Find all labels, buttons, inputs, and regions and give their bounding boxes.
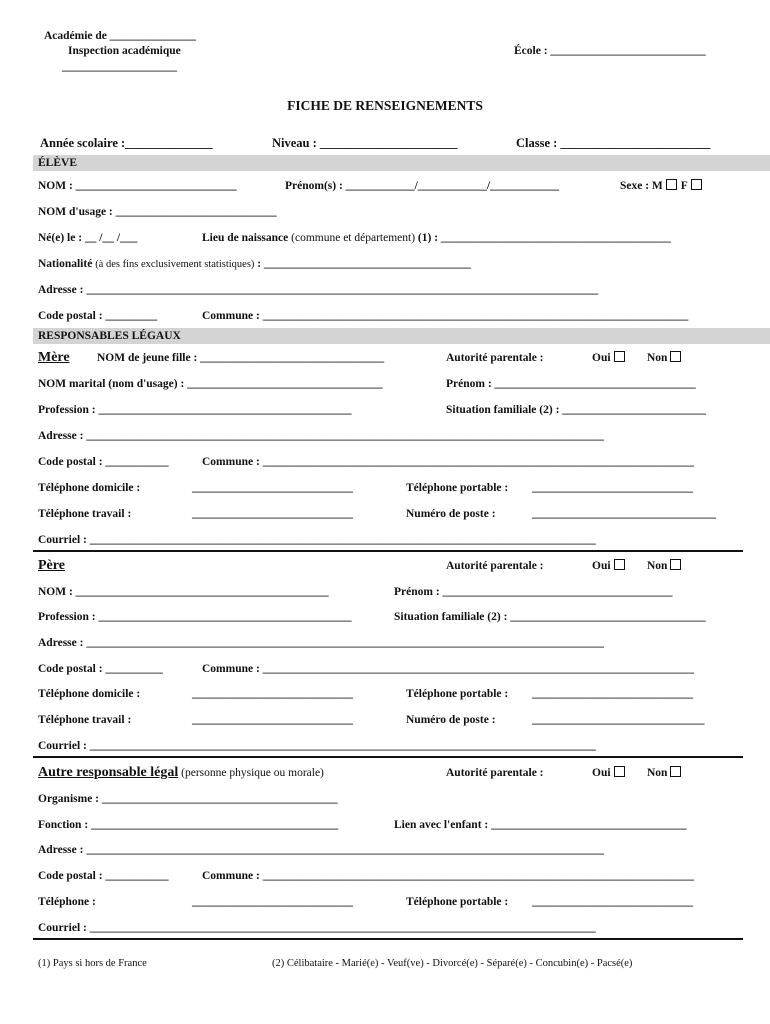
pere-autorite-label: Autorité parentale : <box>446 560 544 572</box>
pere-nom-field[interactable]: NOM : ____________________________________________ <box>38 586 329 598</box>
mere-autorite-non: Non <box>647 350 685 366</box>
pere-autorite-oui: Oui <box>592 558 629 574</box>
mere-oui-checkbox[interactable] <box>614 351 625 362</box>
mere-code-postal-field[interactable]: Code postal : ___________ <box>38 456 169 468</box>
mere-nom-jf-field[interactable]: NOM de jeune fille : ________________________________ <box>97 352 385 364</box>
pere-tel-domicile-label: Téléphone domicile : <box>38 688 141 700</box>
eleve-nom-field[interactable]: NOM : ____________________________ <box>38 180 237 192</box>
eleve-prenoms-field[interactable]: Prénom(s) : ____________/____________/____________ <box>285 180 560 192</box>
autre-autorite-label: Autorité parentale : <box>446 767 544 779</box>
pere-situation-field[interactable]: Situation familiale (2) : __________________________________ <box>394 611 706 623</box>
sexe-f-checkbox[interactable] <box>691 179 702 190</box>
pere-courriel-field[interactable]: Courriel : ________________________________________________________________________________________ <box>38 740 596 752</box>
pere-commune-field[interactable]: Commune : ___________________________________________________________________________ <box>202 663 694 675</box>
eleve-adresse-field[interactable]: Adresse : _________________________________________________________________________________________ <box>38 284 599 296</box>
autre-tel-portable-field[interactable]: ____________________________ <box>532 896 693 908</box>
autre-non-checkbox[interactable] <box>670 766 681 777</box>
autre-tel-portable-label: Téléphone portable : <box>406 896 509 908</box>
sexe-m-checkbox[interactable] <box>666 179 677 190</box>
autre-commune-field[interactable]: Commune : ___________________________________________________________________________ <box>202 870 694 882</box>
autre-organisme-field[interactable]: Organisme : _________________________________________ <box>38 793 338 805</box>
mere-prenom-field[interactable]: Prénom : ___________________________________ <box>446 378 696 390</box>
pere-non-checkbox[interactable] <box>670 559 681 570</box>
mere-situation-field[interactable]: Situation familiale (2) : _________________________ <box>446 404 707 416</box>
pere-tel-portable-field[interactable]: ____________________________ <box>532 688 693 700</box>
autre-lien-field[interactable]: Lien avec l'enfant : __________________________________ <box>394 819 687 831</box>
autre-oui-checkbox[interactable] <box>614 766 625 777</box>
pere-profession-field[interactable]: Profession : ____________________________________________ <box>38 611 352 623</box>
mere-non-checkbox[interactable] <box>670 351 681 362</box>
section-divider <box>33 938 743 940</box>
autre-fonction-field[interactable]: Fonction : ___________________________________________ <box>38 819 339 831</box>
mere-commune-field[interactable]: Commune : ___________________________________________________________________________ <box>202 456 694 468</box>
mere-tel-travail-field[interactable]: ____________________________ <box>192 508 353 520</box>
mere-profession-field[interactable]: Profession : ____________________________________________ <box>38 404 352 416</box>
ecole-field[interactable]: École : ___________________________ <box>514 45 706 57</box>
autre-code-postal-field[interactable]: Code postal : ___________ <box>38 870 169 882</box>
pere-heading: Père <box>38 558 65 573</box>
mere-autorite-oui: Oui <box>592 350 629 366</box>
mere-tel-travail-label: Téléphone travail : <box>38 508 132 520</box>
mere-tel-domicile-label: Téléphone domicile : <box>38 482 141 494</box>
classe-field[interactable]: Classe : ________________________ <box>516 136 711 150</box>
inspection-line: ____________________ <box>62 61 177 73</box>
mere-tel-domicile-field[interactable]: ____________________________ <box>192 482 353 494</box>
mere-heading: Mère <box>38 350 70 365</box>
autre-telephone-field[interactable]: ____________________________ <box>192 896 353 908</box>
mere-autorite-label: Autorité parentale : <box>446 352 544 364</box>
inspection-label: Inspection académique <box>68 45 181 57</box>
autre-autorite-non: Non <box>647 765 685 781</box>
mere-poste-field[interactable]: ________________________________ <box>532 508 716 520</box>
pere-tel-travail-label: Téléphone travail : <box>38 714 132 726</box>
pere-tel-travail-field[interactable]: ____________________________ <box>192 714 353 726</box>
pere-prenom-field[interactable]: Prénom : ________________________________________ <box>394 586 673 598</box>
mere-adresse-field[interactable]: Adresse : __________________________________________________________________________________________ <box>38 430 604 442</box>
niveau-field[interactable]: Niveau : ______________________ <box>272 136 458 150</box>
eleve-code-postal-field[interactable]: Code postal : _________ <box>38 310 158 322</box>
pere-tel-portable-label: Téléphone portable : <box>406 688 509 700</box>
eleve-lieu-naissance-field[interactable]: Lieu de naissance (commune et département) (1) : ________________________________________ <box>202 232 671 244</box>
pere-code-postal-field[interactable]: Code postal : __________ <box>38 663 163 675</box>
section-divider <box>33 756 743 758</box>
mere-tel-portable-field[interactable]: ____________________________ <box>532 482 693 494</box>
autre-heading: Autre responsable légal (personne physique ou morale) <box>38 765 324 780</box>
pere-oui-checkbox[interactable] <box>614 559 625 570</box>
eleve-nationalite-field[interactable]: Nationalité (à des fins exclusivement statistiques) : ____________________________________ <box>38 258 471 270</box>
autre-autorite-oui: Oui <box>592 765 629 781</box>
academie-label: Académie de _______________ <box>44 30 197 42</box>
pere-tel-domicile-field[interactable]: ____________________________ <box>192 688 353 700</box>
pere-poste-label: Numéro de poste : <box>406 714 496 726</box>
eleve-nom-usage-field[interactable]: NOM d'usage : ____________________________ <box>38 206 277 218</box>
autre-telephone-label: Téléphone : <box>38 896 96 908</box>
mere-poste-label: Numéro de poste : <box>406 508 496 520</box>
mere-courriel-field[interactable]: Courriel : ________________________________________________________________________________________ <box>38 534 596 546</box>
annee-field[interactable]: Année scolaire :______________ <box>40 136 213 150</box>
section-band-responsables: RESPONSABLES LÉGAUX <box>33 328 770 344</box>
autre-courriel-field[interactable]: Courriel : ________________________________________________________________________________________ <box>38 922 596 934</box>
page-title: FICHE DE RENSEIGNEMENTS <box>287 98 483 113</box>
footnote-2: (2) Célibataire - Marié(e) - Veuf(ve) - Divorcé(e) - Séparé(e) - Concubin(e) - Pacsé(e) <box>272 958 633 969</box>
pere-autorite-non: Non <box>647 558 685 574</box>
eleve-sexe-field: Sexe : M F <box>620 178 706 194</box>
footnote-1: (1) Pays si hors de France <box>38 958 147 969</box>
mere-nom-marital-field[interactable]: NOM marital (nom d'usage) : __________________________________ <box>38 378 383 390</box>
eleve-naissance-date-field[interactable]: Né(e) le : __ /__ /___ <box>38 232 138 244</box>
pere-poste-field[interactable]: ______________________________ <box>532 714 705 726</box>
section-band-eleve: ÉLÈVE <box>33 155 770 171</box>
autre-adresse-field[interactable]: Adresse : __________________________________________________________________________________________ <box>38 844 604 856</box>
section-divider <box>33 550 743 552</box>
pere-adresse-field[interactable]: Adresse : __________________________________________________________________________________________ <box>38 637 604 649</box>
eleve-commune-field[interactable]: Commune : __________________________________________________________________________ <box>202 310 689 322</box>
mere-tel-portable-label: Téléphone portable : <box>406 482 509 494</box>
